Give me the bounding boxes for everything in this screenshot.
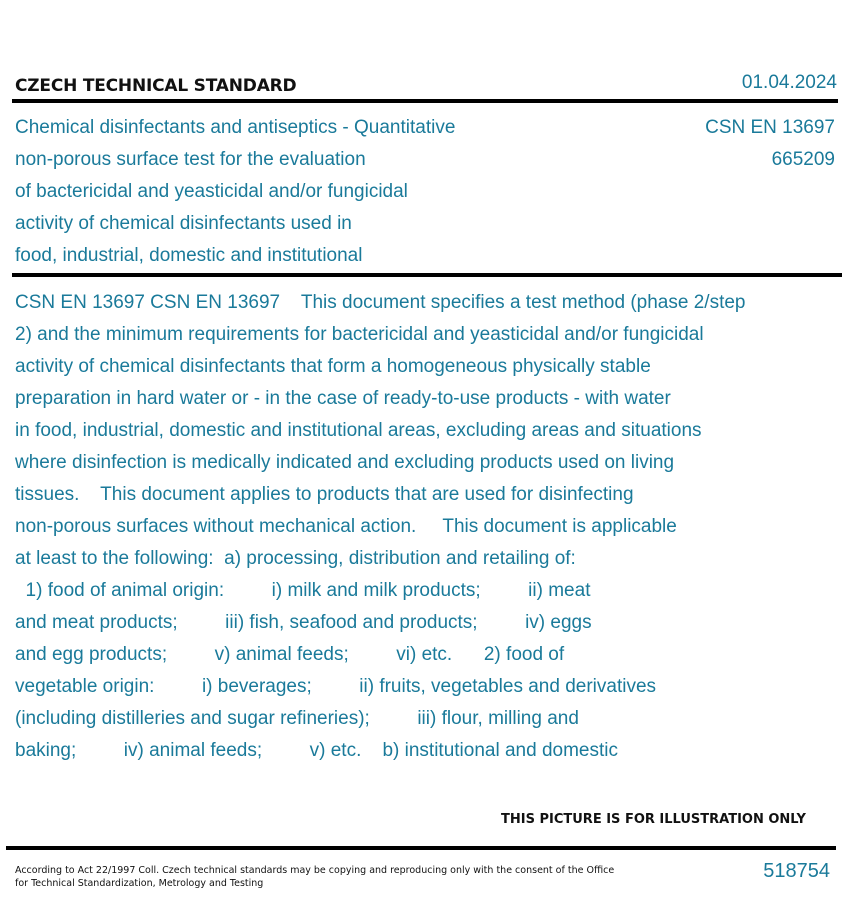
illustration-disclaimer: THIS PICTURE IS FOR ILLUSTRATION ONLY [501, 812, 806, 827]
abstract-line: CSN EN 13697 CSN EN 13697 This document specifies a test method (phase 2/step [15, 292, 746, 313]
document-number: 518754 [763, 860, 830, 882]
title-line: of bactericidal and yeasticidal and/or fungicidal [15, 181, 408, 202]
title-line: non-porous surface test for the evaluation [15, 149, 366, 170]
abstract-line: vegetable origin: i) beverages; ii) fruits, vegetables and derivatives [15, 676, 657, 697]
abstract-line: preparation in hard water or - in the case of ready-to-use products - with water [15, 388, 671, 409]
abstract-line: 2) and the minimum requirements for bactericidal and yeasticidal and/or fungicidal [15, 324, 704, 345]
legal-notice-line: for Technical Standardization, Metrology and Testing [15, 878, 264, 889]
header-divider [12, 99, 838, 103]
legal-notice-line: According to Act 22/1997 Coll. Czech technical standards may be copying and reproducing only with the consent of the Office [15, 865, 615, 876]
standard-title [15, 112, 615, 272]
class-number: 665209 [771, 149, 835, 170]
abstract-line: at least to the following: a) processing, distribution and retailing of: [15, 548, 576, 569]
title-line: activity of chemical disinfectants used in [15, 213, 352, 234]
abstract-line: and egg products; v) animal feeds; vi) etc. 2) food of [15, 644, 565, 665]
standard-codes [705, 112, 835, 176]
abstract-line: tissues. This document applies to products that are used for disinfecting [15, 484, 634, 505]
abstract-line: 1) food of animal origin: i) milk and milk products; ii) meat [15, 580, 591, 601]
abstract-line: where disinfection is medically indicated and excluding products used on living [15, 452, 675, 473]
abstract-line: in food, industrial, domestic and institutional areas, excluding areas and situations [15, 420, 702, 441]
abstract-line: activity of chemical disinfectants that form a homogeneous physically stable [15, 356, 651, 377]
abstract-line: (including distilleries and sugar refineries); iii) flour, milling and [15, 708, 579, 729]
abstract-line: non-porous surfaces without mechanical action. This document is applicable [15, 516, 677, 537]
legal-notice [15, 864, 615, 890]
standard-type-label: CZECH TECHNICAL STANDARD [15, 76, 297, 96]
publication-date: 01.04.2024 [741, 72, 837, 93]
title-line: Chemical disinfectants and antiseptics - Quantitative [15, 117, 456, 138]
standard-number: CSN EN 13697 [705, 117, 835, 138]
standard-abstract [15, 287, 855, 767]
footer-divider [6, 846, 836, 850]
title-line: food, industrial, domestic and institutional [15, 245, 363, 266]
abstract-line: and meat products; iii) fish, seafood and products; iv) eggs [15, 612, 592, 633]
abstract-line: baking; iv) animal feeds; v) etc. b) institutional and domestic [15, 740, 618, 761]
title-divider [12, 273, 842, 277]
